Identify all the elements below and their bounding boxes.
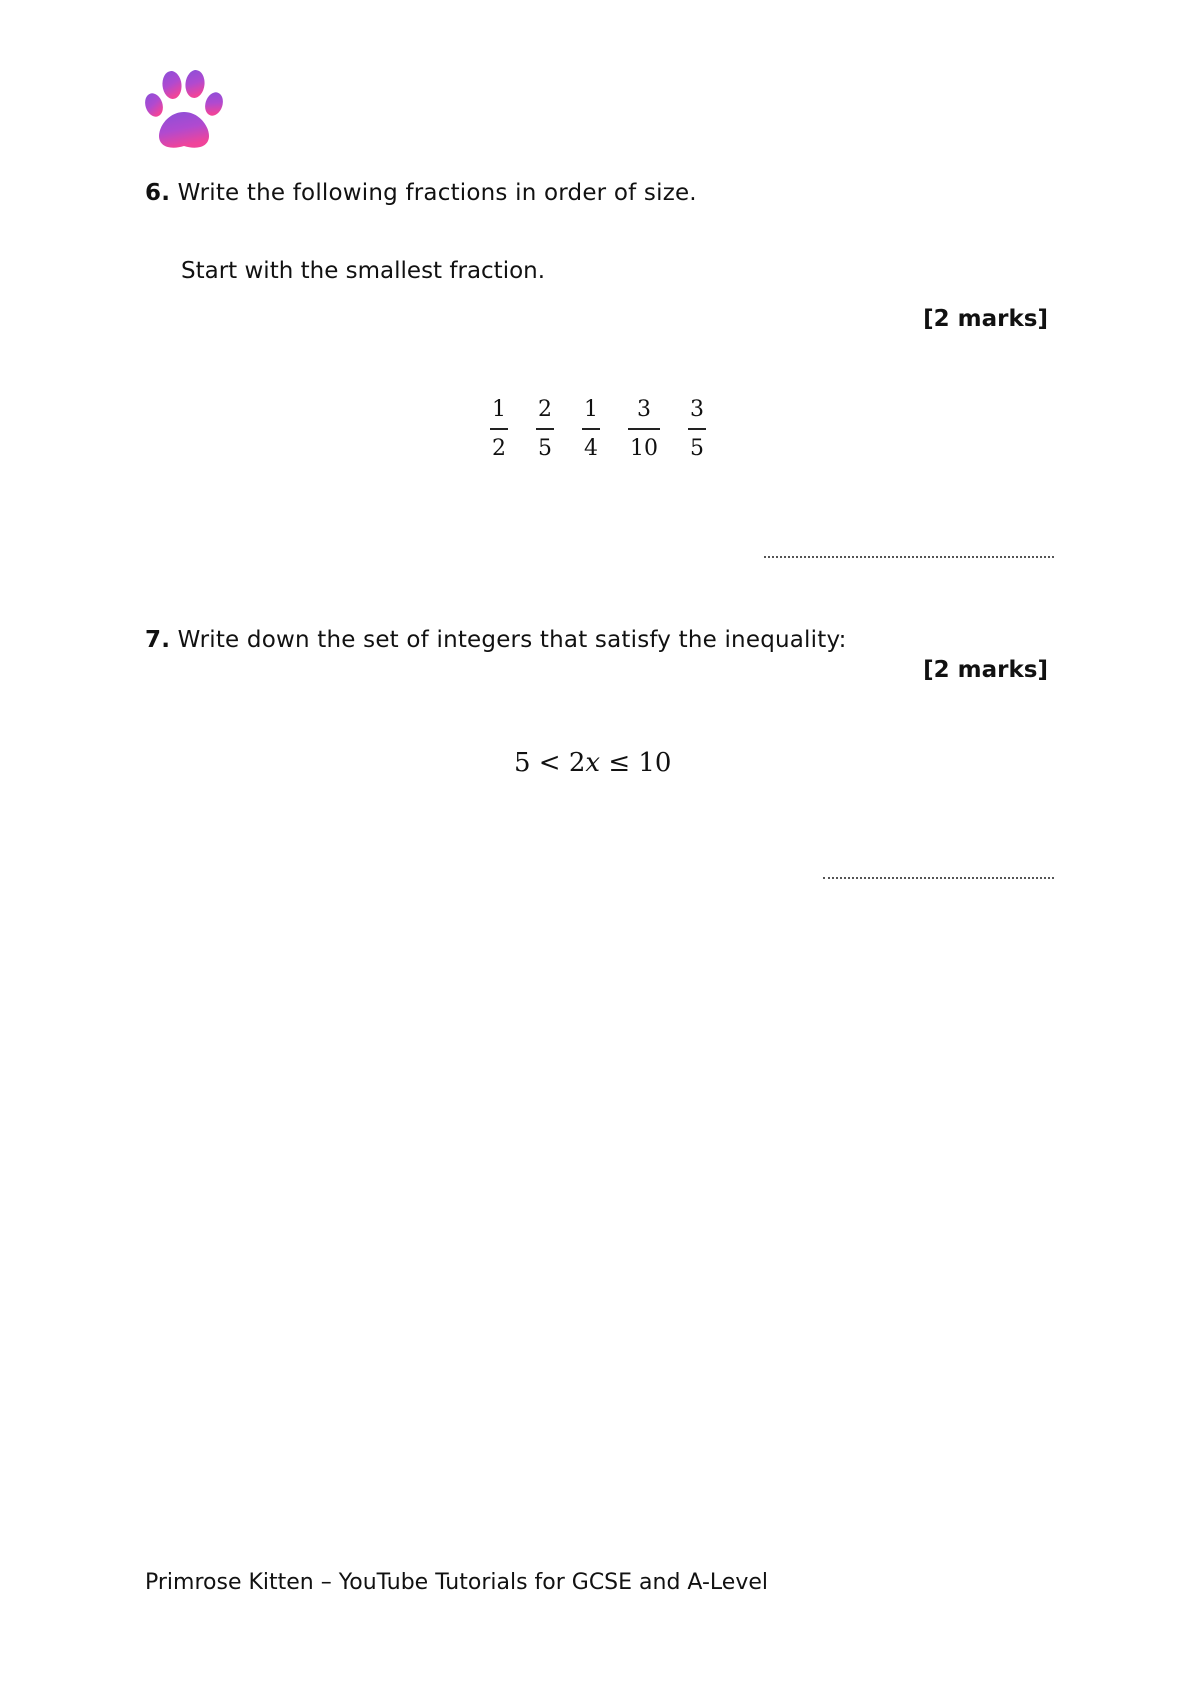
inequality-right: ≤ 10	[600, 748, 672, 778]
question-6-text: Write the following fractions in order of size.	[177, 180, 697, 206]
question-7-text: Write down the set of integers that satisfy the inequality:	[177, 627, 847, 653]
fraction	[536, 397, 554, 462]
fraction-denominator: 5	[538, 436, 552, 461]
inequality-expression	[514, 748, 671, 778]
fraction-bar	[688, 428, 706, 430]
fraction-bar	[490, 428, 508, 430]
fraction	[490, 397, 508, 462]
fraction-numerator: 2	[538, 397, 552, 422]
fraction-denominator: 5	[690, 436, 704, 461]
fraction-numerator: 3	[690, 397, 704, 422]
fraction-bar	[536, 428, 554, 430]
fraction	[582, 397, 600, 462]
inequality-left: 5 < 2	[514, 748, 586, 778]
fraction-denominator: 4	[584, 436, 598, 461]
paw-print-logo	[145, 70, 225, 152]
question-7-number: 7.	[145, 627, 171, 653]
question-7-answer-line[interactable]	[823, 877, 1054, 879]
question-7	[145, 627, 847, 653]
question-6	[145, 180, 697, 206]
fraction	[688, 397, 706, 462]
question-7-marks: [2 marks]	[923, 657, 1048, 683]
fraction-bar	[628, 428, 660, 430]
question-6-answer-line[interactable]	[764, 556, 1054, 558]
inequality-variable: x	[585, 748, 601, 778]
fraction-numerator: 1	[492, 397, 506, 422]
fraction	[628, 397, 660, 462]
question-6-instruction: Start with the smallest fraction.	[181, 258, 546, 284]
fraction-list	[490, 397, 734, 462]
fraction-numerator: 3	[637, 397, 651, 422]
question-6-marks: [2 marks]	[923, 306, 1048, 332]
fraction-bar	[582, 428, 600, 430]
question-6-number: 6.	[145, 180, 171, 206]
fraction-denominator: 2	[492, 436, 506, 461]
footer-text: Primrose Kitten – YouTube Tutorials for GCSE and A-Level	[145, 1570, 768, 1595]
fraction-numerator: 1	[584, 397, 598, 422]
fraction-denominator: 10	[630, 436, 658, 461]
